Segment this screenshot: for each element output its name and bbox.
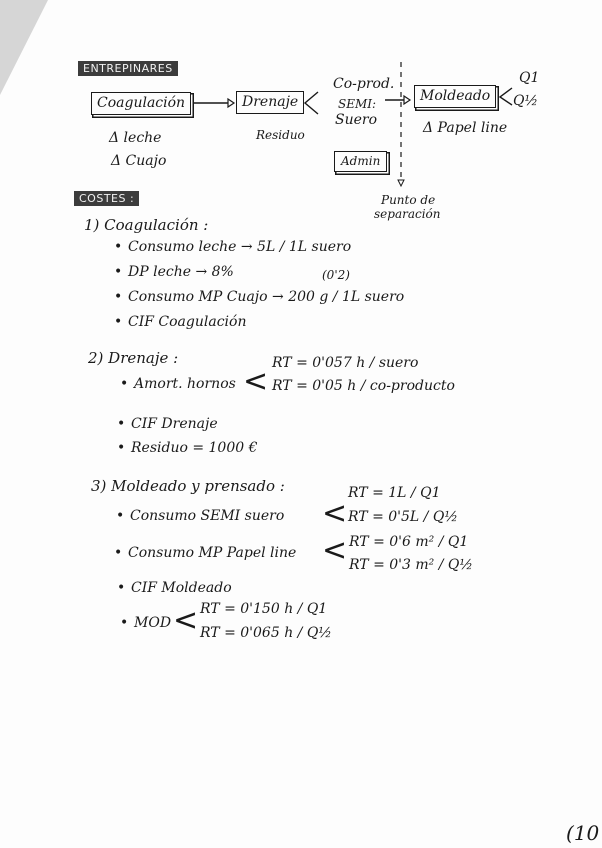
cost-rate: RT = 0'5L / Q½	[348, 509, 458, 525]
page-number-value: 10	[573, 821, 600, 845]
label-delta-leche: Δ leche	[109, 130, 162, 146]
cost-rate: RT = 1L / Q1	[348, 485, 441, 501]
heading-moldeado-prensado: 3) Moldeado y prensado :	[91, 477, 285, 495]
label-separacion: separación	[374, 207, 441, 221]
heading-drenaje: 2) Drenaje :	[88, 349, 179, 367]
label-punto-de: Punto de	[381, 193, 436, 207]
cost-rate: RT = 0'6 m² / Q1	[349, 534, 469, 550]
brace-icon: <	[243, 364, 269, 399]
brace-icon: <	[322, 496, 348, 531]
cost-item: • MOD	[134, 615, 171, 631]
cost-item: • Consumo MP Papel line	[128, 545, 296, 561]
brace-icon: <	[322, 533, 348, 568]
label-q-half: Q½	[513, 93, 539, 109]
cost-rate: RT = 0'3 m² / Q½	[349, 557, 473, 573]
section-title-costes: COSTES :	[74, 191, 139, 206]
cost-item: • Consumo SEMI suero	[130, 508, 284, 524]
label-delta-papel-line: Δ Papel line	[423, 120, 508, 136]
process-box-drenaje: Drenaje	[236, 91, 304, 114]
cost-item: • DP leche → 8%	[128, 264, 234, 280]
label-semi: SEMI:	[338, 97, 377, 111]
brace-icon: <	[173, 603, 199, 638]
cost-rate: RT = 0'057 h / suero	[272, 355, 419, 371]
process-box-admin: Admin	[334, 151, 387, 172]
label-q1: Q1	[519, 70, 540, 86]
cost-item: • Residuo = 1000 €	[131, 440, 258, 456]
cost-item: • Consumo leche → 5L / 1L suero	[128, 239, 351, 255]
label-suero: Suero	[335, 112, 378, 128]
cost-note: (0'2)	[322, 268, 350, 282]
page-number: (10	[566, 821, 600, 845]
cost-rate: RT = 0'05 h / co-producto	[272, 378, 455, 394]
process-box-moldeado: Moldeado	[414, 85, 496, 108]
label-residuo: Residuo	[256, 128, 305, 142]
cost-item: • CIF Drenaje	[131, 416, 218, 432]
cost-item: • Consumo MP Cuajo → 200 g / 1L suero	[128, 289, 404, 305]
cost-item: • CIF Moldeado	[131, 580, 232, 596]
heading-coagulacion: 1) Coagulación :	[84, 216, 209, 234]
process-box-coagulacion: Coagulación	[91, 92, 191, 115]
label-coprod: Co-prod.	[333, 76, 395, 92]
section-title-entrepinares: ENTREPINARES	[78, 61, 178, 76]
cost-item: • Amort. hornos	[134, 376, 236, 392]
cost-rate: RT = 0'150 h / Q1	[200, 601, 328, 617]
cost-rate: RT = 0'065 h / Q½	[200, 625, 332, 641]
label-delta-cuajo: Δ Cuajo	[111, 153, 167, 169]
cost-item: • CIF Coagulación	[128, 314, 246, 330]
